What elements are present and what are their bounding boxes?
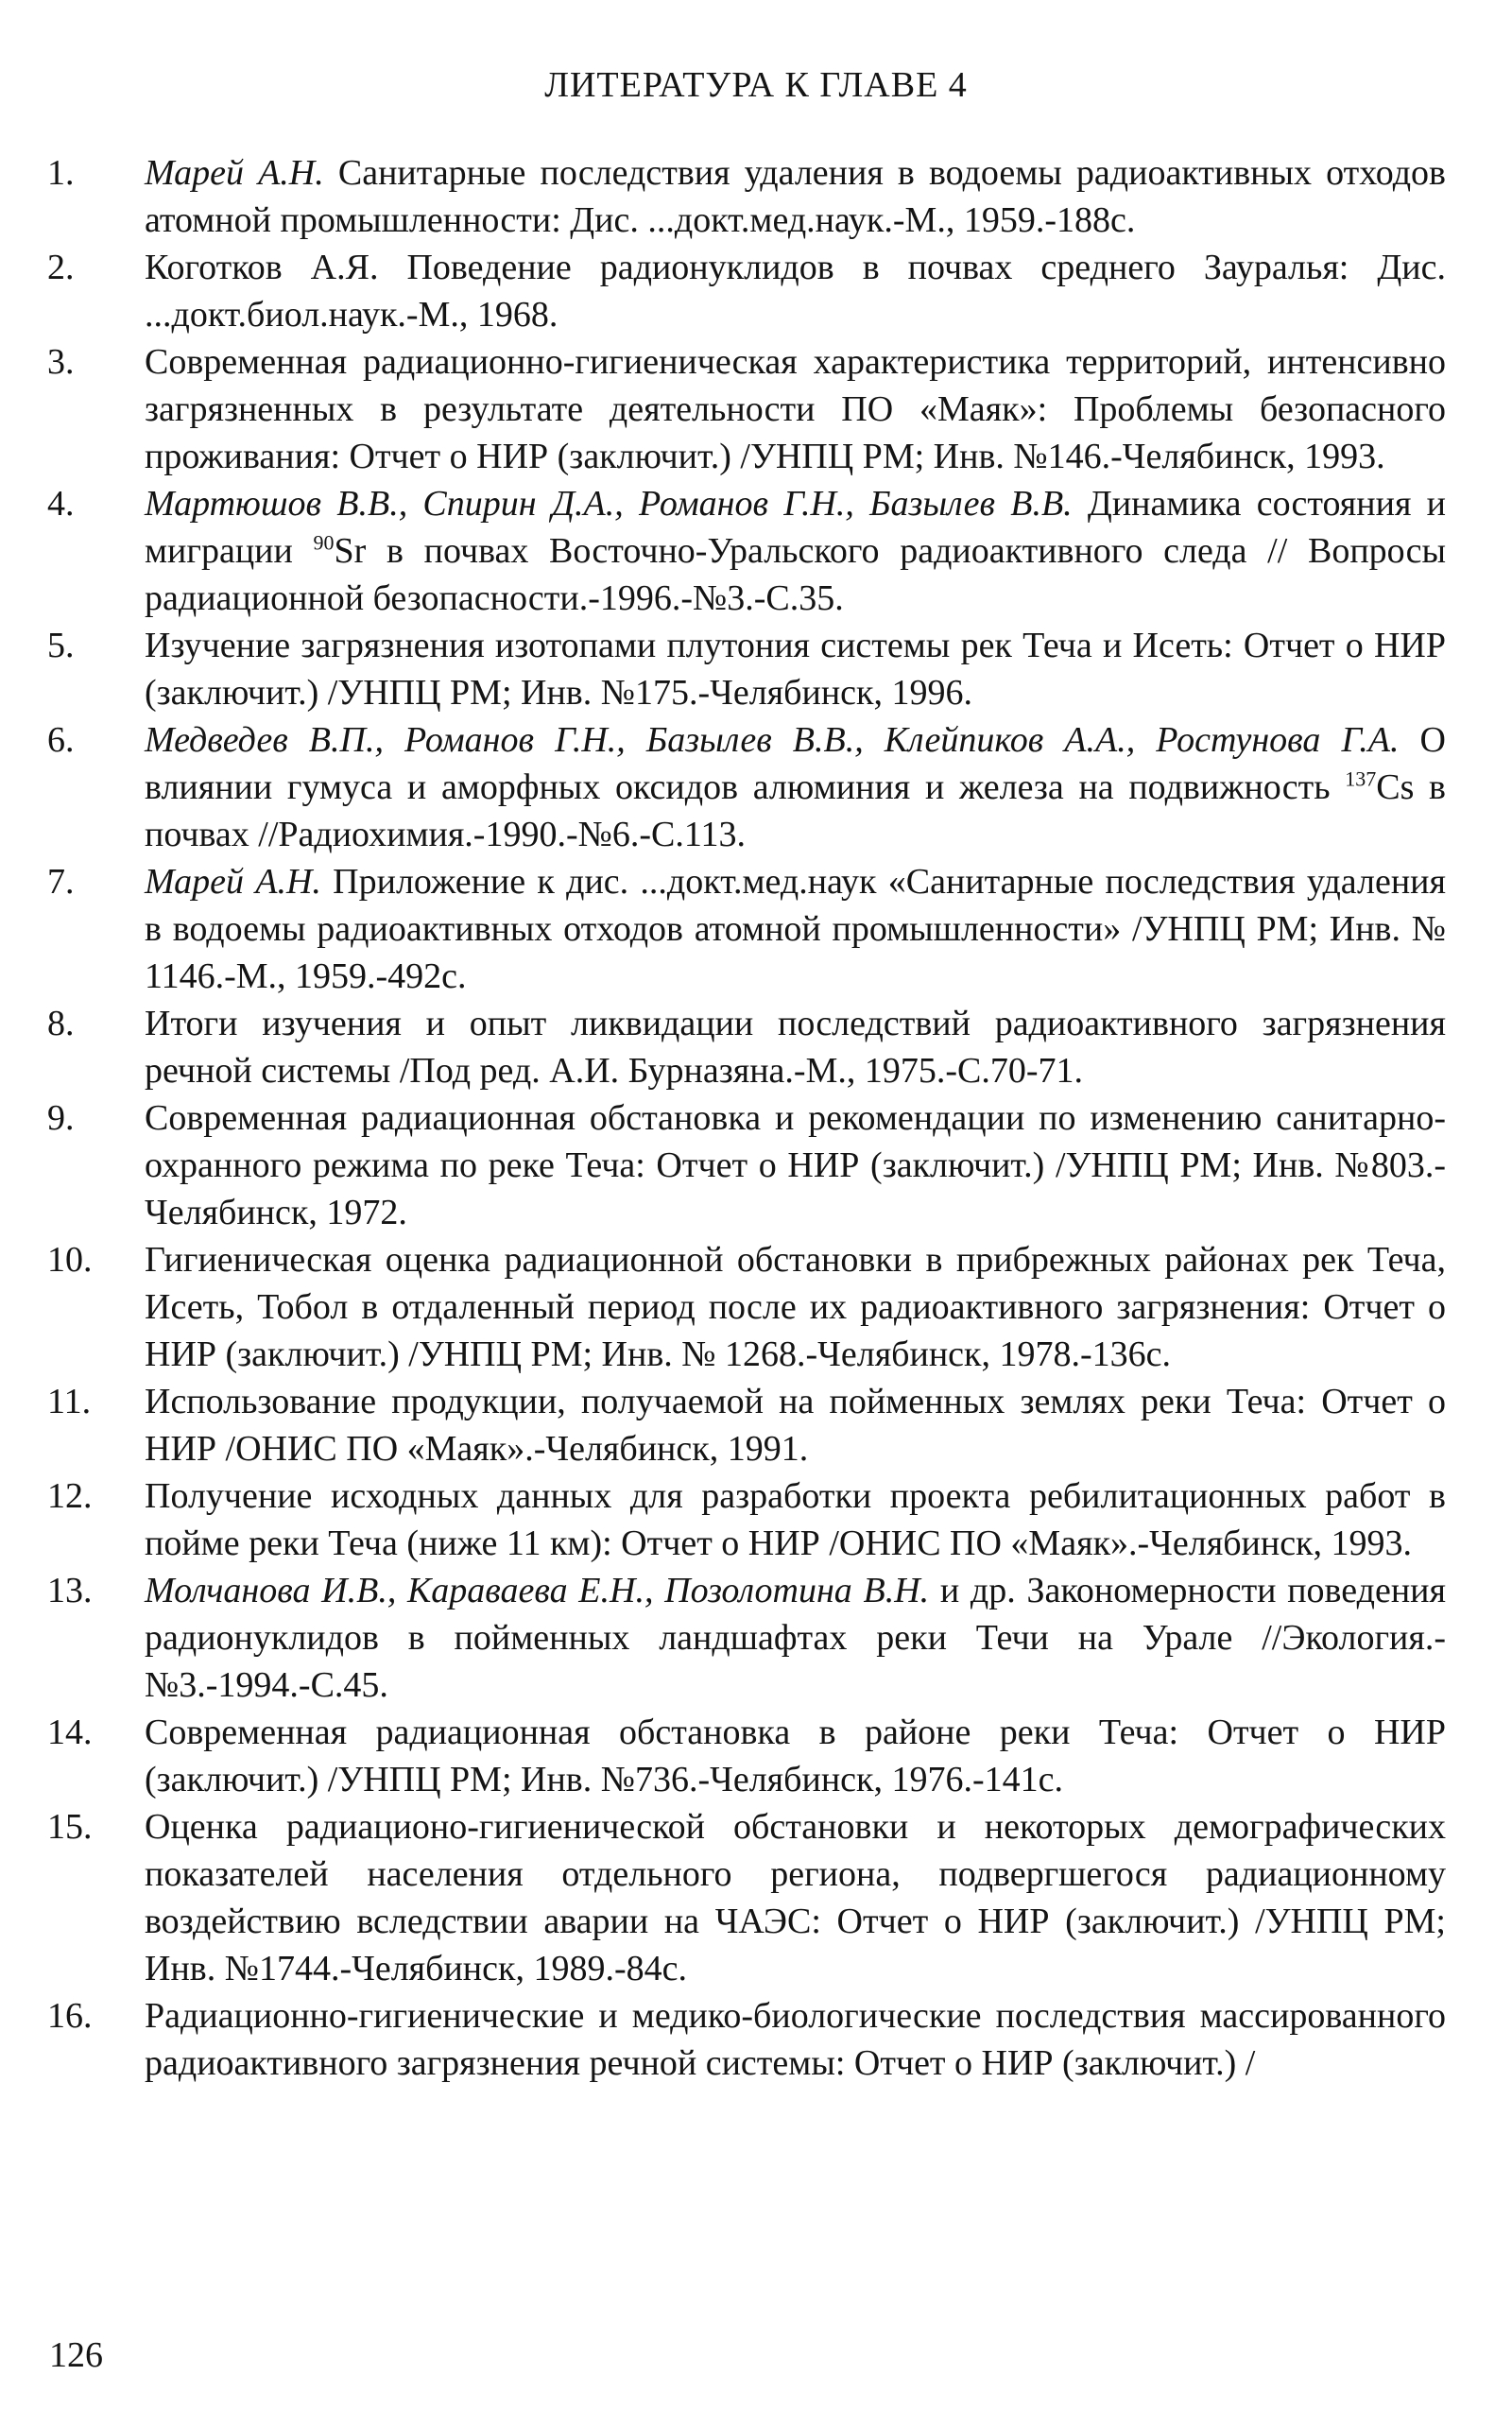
reference-text: Итоги изучения и опыт ликвидации последствий радиоактивного загрязнения речной системы /Под ред. А.И. Бурназяна.-М., 1975.-С.70-71. bbox=[145, 1004, 1446, 1091]
reference-number: 6. bbox=[47, 720, 75, 760]
reference-number: 2. bbox=[47, 248, 75, 287]
reference-text: и др. Закономерности поведения радионуклидов в пойменных ландшафтах реки Течи на Урале //Экология.-№3.-1994.-С.45. bbox=[145, 1571, 1446, 1705]
reference-text-pre: Динамика состояния и миграции bbox=[145, 484, 1446, 571]
reference-item-12 bbox=[47, 1472, 1446, 1567]
reference-item-2 bbox=[47, 244, 1446, 338]
reference-text: Cs в почвах //Радиохимия.-1990.-№6.-С.113. bbox=[145, 767, 1446, 854]
reference-item-14 bbox=[47, 1709, 1446, 1803]
reference-text-pre: О влиянии гумуса и аморфных оксидов алюминия и железа на подвижность bbox=[145, 720, 1446, 807]
reference-item-15 bbox=[47, 1803, 1446, 1992]
chapter-references-heading: ЛИТЕРАТУРА К ГЛАВЕ 4 bbox=[544, 65, 968, 105]
reference-list bbox=[47, 149, 1446, 2087]
reference-authors: Молчанова И.В., Караваева Е.Н., Позолотина В.Н. bbox=[145, 1571, 930, 1610]
reference-authors: Марей А.Н. bbox=[145, 153, 324, 193]
reference-number: 3. bbox=[47, 342, 75, 382]
reference-text: Изучение загрязнения изотопами плутония системы рек Теча и Исеть: Отчет о НИР (заключит.) /УНПЦ РМ; Инв. №175.-Челябинск, 1996. bbox=[145, 626, 1446, 713]
reference-text: Использование продукции, получаемой на пойменных землях реки Теча: Отчет о НИР /ОНИС ПО «Маяк».-Челябинск, 1991. bbox=[145, 1382, 1446, 1469]
reference-item-11 bbox=[47, 1378, 1446, 1472]
reference-text: Санитарные последствия удаления в водоемы радиоактивных отходов атомной промышленности: Дис. ...докт.мед.наук.-М., 1959.-188с. bbox=[145, 153, 1446, 240]
reference-text: Современная радиационная обстановка и рекомендации по изменению санитарно-охранного режима по реке Теча: Отчет о НИР (заключит.) /УНПЦ РМ; Инв. №803.-Челябинск, 1972. bbox=[145, 1098, 1446, 1232]
reference-item-13 bbox=[47, 1567, 1446, 1709]
reference-number: 16. bbox=[47, 1996, 93, 2036]
reference-item-10 bbox=[47, 1236, 1446, 1378]
reference-text: Радиационно-гигиенические и медико-биологические последствия массированного радиоактивного загрязнения речной системы: Отчет о НИР (заключит.) / bbox=[145, 1996, 1446, 2083]
reference-item-5 bbox=[47, 622, 1446, 716]
reference-authors: Марей А.Н. bbox=[145, 862, 321, 902]
isotope-mass-number: 90 bbox=[313, 530, 335, 555]
reference-item-4 bbox=[47, 480, 1446, 622]
reference-item-8 bbox=[47, 1000, 1446, 1094]
reference-number: 10. bbox=[47, 1240, 93, 1280]
reference-text: Коготков А.Я. Поведение радионуклидов в почвах среднего Зауралья: Дис. ...докт.биол.наук.-М., 1968. bbox=[145, 248, 1446, 335]
reference-number: 7. bbox=[47, 862, 75, 902]
reference-item-3 bbox=[47, 338, 1446, 480]
reference-item-7 bbox=[47, 858, 1446, 1000]
reference-authors: Медведев В.П., Романов Г.Н., Базылев В.В., Клейпиков А.А., Ростунова Г.А. bbox=[145, 720, 1400, 760]
reference-item-16 bbox=[47, 1992, 1446, 2087]
reference-text: Приложение к дис. ...докт.мед.наук «Санитарные последствия удаления в водоемы радиоактивных отходов атомной промышленности» /УНПЦ РМ; Инв. № 1146.-М., 1959.-492с. bbox=[145, 862, 1446, 996]
reference-authors: Мартюшов В.В., Спирин Д.А., Романов Г.Н., Базылев В.В. bbox=[145, 484, 1073, 524]
reference-number: 5. bbox=[47, 626, 75, 665]
reference-text: Гигиеническая оценка радиационной обстановки в прибрежных районах рек Теча, Исеть, Тобол в отдаленный период после их радиоактивного загрязнения: Отчет о НИР (заключит.) /УНПЦ РМ; Инв. № 1268.-Челябинск, 1978.-136с. bbox=[145, 1240, 1446, 1374]
reference-number: 8. bbox=[47, 1004, 75, 1043]
reference-text: Оценка радиационо-гигиенической обстановки и некоторых демографических показателей населения отдельного региона, подвергшегося радиационному воздействию вследствии аварии на ЧАЭС: Отчет о НИР (заключит.) /УНПЦ РМ; Инв. №1744.-Челябинск, 1989.-84с. bbox=[145, 1807, 1446, 1988]
reference-item-1 bbox=[47, 149, 1446, 244]
reference-text: Современная радиационно-гигиеническая характеристика территорий, интенсивно загрязненных в результате деятельности ПО «Маяк»: Проблемы безопасного проживания: Отчет о НИР (заключит.) /УНПЦ РМ; Инв. №146.-Челябинск, 1993. bbox=[145, 342, 1446, 476]
reference-number: 4. bbox=[47, 484, 75, 524]
reference-number: 9. bbox=[47, 1098, 75, 1138]
reference-number: 11. bbox=[47, 1382, 92, 1421]
reference-text: Получение исходных данных для разработки проекта ребилитационных работ в пойме реки Теча (ниже 11 км): Отчет о НИР /ОНИС ПО «Маяк».-Челябинск, 1993. bbox=[145, 1476, 1446, 1563]
reference-item-6 bbox=[47, 716, 1446, 858]
page-number: 126 bbox=[49, 2335, 103, 2375]
reference-item-9 bbox=[47, 1094, 1446, 1236]
reference-number: 14. bbox=[47, 1713, 93, 1752]
reference-number: 15. bbox=[47, 1807, 93, 1847]
reference-text: Современная радиационная обстановка в районе реки Теча: Отчет о НИР (заключит.) /УНПЦ РМ; Инв. №736.-Челябинск, 1976.-141с. bbox=[145, 1713, 1446, 1799]
reference-number: 1. bbox=[47, 153, 75, 193]
reference-number: 12. bbox=[47, 1476, 93, 1516]
isotope-mass-number: 137 bbox=[1345, 766, 1377, 791]
reference-number: 13. bbox=[47, 1571, 93, 1610]
reference-text: Sr в почвах Восточно-Уральского радиоактивного следа // Вопросы радиационной безопасности.-1996.-№3.-С.35. bbox=[145, 531, 1446, 618]
